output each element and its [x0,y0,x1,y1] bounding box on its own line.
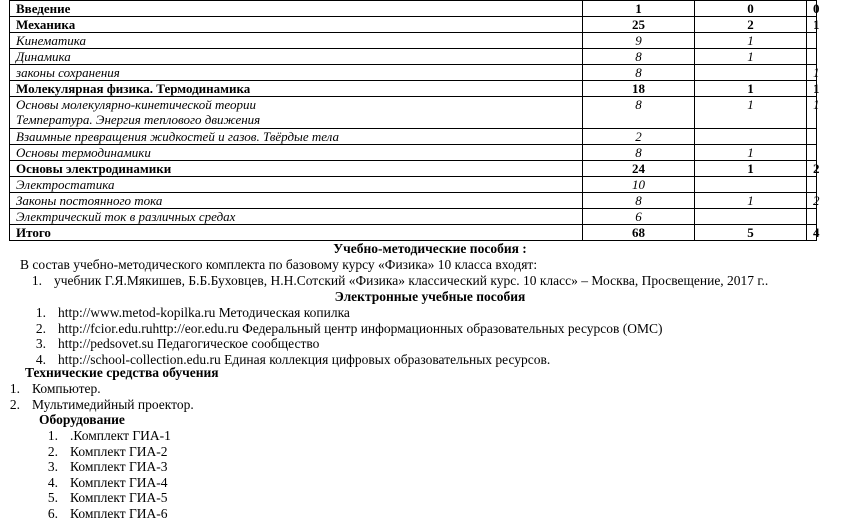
equipment-item [30,475,168,491]
topic-cell: Электростатика [10,177,583,193]
table-row [10,49,817,65]
table-row [10,225,817,241]
hours-cell: 8 [583,145,695,161]
hours-cell: 18 [583,81,695,97]
hours-cell: 5 [695,225,807,241]
table-row [10,65,817,81]
textbook-number: 1. [31,273,42,288]
electronic-item [18,336,319,352]
equipment-item [30,428,171,444]
topic-cell: Динамика [10,49,583,65]
list-text: Комплект ГИА-6 [70,505,168,521]
list-text: Комплект ГИА-5 [70,490,168,505]
hours-cell: 1 [695,81,807,97]
hours-cell: 8 [583,193,695,209]
list-text: http://pedsovet.su Педагогическое сообщество [58,336,320,351]
hours-cell [807,145,817,161]
hours-cell: 1 [583,1,695,17]
list-number: 5. [47,490,58,505]
topic-cell [10,97,583,129]
hours-cell [695,65,807,81]
hours-cell: 2 [583,129,695,145]
hours-cell [695,209,807,225]
topic-cell: законы сохранения [10,65,583,81]
table-row [10,129,817,145]
tech-item [0,397,194,413]
curriculum-table [9,0,820,241]
electronic-item [18,321,663,337]
list-number: 2. [9,397,20,412]
topic-cell: Введение [10,1,583,17]
list-text: .Комплект ГИА-1 [70,428,171,443]
hours-cell: 1 [695,97,807,129]
hours-cell: 1 [807,81,817,97]
list-number: 1. [9,381,20,396]
table-row [10,97,817,129]
list-number: 2. [47,443,58,459]
heading-tech: Технические средства обучения [25,365,219,380]
list-text: Мультимедийный проектор. [32,397,194,412]
equipment-item [30,506,168,522]
topic-cell: Законы постоянного тока [10,193,583,209]
hours-cell: 2 [807,193,817,209]
list-text: Комплект ГИА-2 [70,443,168,459]
hours-cell: 2 [695,17,807,33]
equipment-item [30,459,168,475]
list-number: 4. [35,351,46,367]
list-number: 3. [47,459,58,474]
table-row [10,1,817,17]
table-row [10,161,817,177]
hours-cell: 10 [583,177,695,193]
list-number: 3. [35,336,46,351]
table-row [10,209,817,225]
textbook-text: учебник Г.Я.Мякишев, Б.Б.Буховцев, Н.Н.Сотский «Физика» классический курс. 10 класс» – Москва, Просвещение, 2017 г.. [54,273,769,288]
hours-cell: 8 [583,97,695,129]
table-row [10,17,817,33]
hours-cell: 1 [807,17,817,33]
tech-item [0,381,101,397]
hours-cell [695,129,807,145]
list-text: Комплект ГИА-3 [70,459,168,474]
hours-cell: 0 [695,1,807,17]
hours-cell [695,177,807,193]
list-number: 1. [35,305,46,320]
list-text: http://school-collection.edu.ru Единая коллекция цифровых образовательных ресурсов. [58,351,551,367]
list-text: http://fcior.edu.ruhttp://eor.edu.ru Федеральный центр информационных образовательных ресурсов (ОМС) [58,320,663,336]
hours-cell: 1 [695,33,807,49]
table-row [10,193,817,209]
topic-cell: Итого [10,225,583,241]
list-text: Комплект ГИА-4 [70,474,168,490]
hours-cell: 9 [583,33,695,49]
hours-cell [807,49,817,65]
list-number: 1. [47,428,58,443]
hours-cell: 6 [583,209,695,225]
topic-cell: Взаимные превращения жидкостей и газов. Твёрдые тела [10,129,583,145]
hours-cell: 1 [695,49,807,65]
topic-line: Температура. Энергия теплового движения [16,112,261,127]
hours-cell: 8 [583,65,695,81]
table-row [10,177,817,193]
hours-cell: 68 [583,225,695,241]
hours-cell: 2 [807,161,817,177]
topic-cell: Основы термодинамики [10,145,583,161]
electronic-item [18,305,350,321]
hours-cell [807,177,817,193]
hours-cell: 24 [583,161,695,177]
topic-cell: Электрический ток в различных средах [10,209,583,225]
topic-cell: Кинематика [10,33,583,49]
list-text: Компьютер. [32,381,101,396]
topic-line: Основы молекулярно-кинетической теории [16,97,256,112]
topic-cell: Молекулярная физика. Термодинамика [10,81,583,97]
hours-cell: 1 [807,65,817,81]
hours-cell: 1 [695,145,807,161]
hours-cell: 25 [583,17,695,33]
equipment-item [30,444,168,460]
list-number: 4. [47,474,58,490]
heading-textbooks: Учебно-методические пособия : [333,241,527,256]
hours-cell [807,129,817,145]
table-row [10,33,817,49]
hours-cell: 8 [583,49,695,65]
hours-cell: 1 [695,193,807,209]
intro-text: В состав учебно-методического комплекта по базовому курсу «Физика» 10 класса входят: [20,257,538,272]
topic-cell: Механика [10,17,583,33]
topic-cell: Основы электродинамики [10,161,583,177]
hours-cell: 1 [695,161,807,177]
heading-electronic: Электронные учебные пособия [334,289,526,304]
equipment-item [30,490,168,506]
heading-equipment: Оборудование [39,412,125,427]
hours-cell [807,209,817,225]
hours-cell: 1 [807,97,817,129]
list-number: 6. [47,505,58,521]
list-text: http://www.metod-kopilka.ru Методическая копилка [58,305,350,320]
hours-cell: 0 [807,1,817,17]
hours-cell: 4 [807,225,817,241]
textbook-item [28,273,768,289]
hours-cell [807,33,817,49]
table-row [10,81,817,97]
table-row [10,145,817,161]
list-number: 2. [35,320,46,336]
